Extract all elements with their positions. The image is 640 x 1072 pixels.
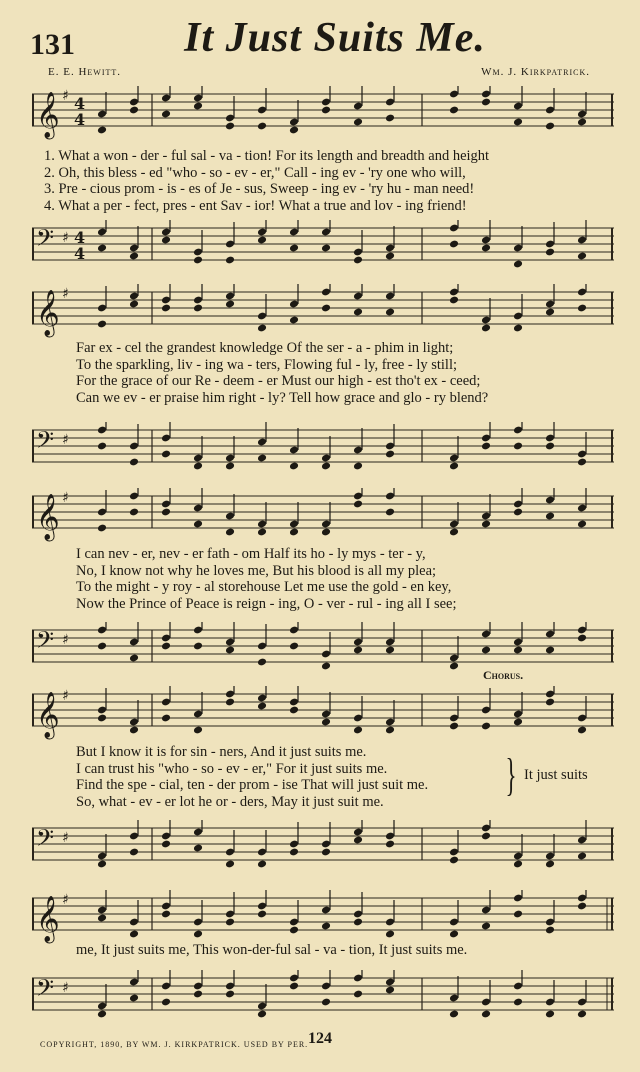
svg-text:𝄞: 𝄞 <box>36 896 60 942</box>
bass-staff <box>32 220 614 264</box>
svg-text:♯: ♯ <box>62 432 69 448</box>
lyric-line: Find the spe - cial, ten - der prom - ise That will just suit me. <box>76 777 429 793</box>
hymn-title: It Just Suits Me. <box>184 15 486 61</box>
svg-text:4: 4 <box>74 94 86 113</box>
lyrics-block <box>44 148 489 214</box>
chorus-side-text: It just suits <box>524 767 588 783</box>
lyric-line: I can nev - er, nev - er fath - om Half its ho - ly mys - ter - y, <box>76 546 426 562</box>
svg-text:♯: ♯ <box>62 688 69 704</box>
page-number: 124 <box>308 1030 332 1047</box>
hymn-number: 131 <box>30 28 75 61</box>
lyric-line: 2. Oh, this bless - ed "who - so - ev - er," Call - ing ev - 'ry one who will, <box>44 164 466 181</box>
bass-staff <box>32 970 614 1014</box>
words-author: E. E. Hewitt. <box>48 66 122 78</box>
svg-text:𝄢: 𝄢 <box>36 824 55 857</box>
treble-staff <box>32 686 614 738</box>
svg-text:𝄢: 𝄢 <box>36 974 55 1007</box>
bass-staff <box>32 622 614 666</box>
svg-text:♯: ♯ <box>62 230 69 246</box>
svg-text:♯: ♯ <box>62 632 69 648</box>
lyric-line: me, It just suits me, This won-der-ful sal - va - tion, It just suits me. <box>76 942 468 958</box>
svg-text:𝄞: 𝄞 <box>36 92 60 138</box>
svg-text:𝄞: 𝄞 <box>36 494 60 540</box>
lyric-line: Far ex - cel the grandest knowledge Of the ser - a - phim in light; <box>76 340 454 356</box>
lyric-line: Can we ev - er praise him right - ly? Tell how grace and glo - ry blend? <box>76 389 489 406</box>
svg-text:𝄢: 𝄢 <box>36 224 55 257</box>
lyric-line: Now the Prince of Peace is reign - ing, O - ver - rul - ing all I see; <box>76 595 457 612</box>
bass-staff <box>32 422 614 466</box>
svg-text:4: 4 <box>74 110 86 129</box>
treble-staff <box>32 284 614 336</box>
lyrics-brace: } <box>505 749 517 800</box>
lyrics-block <box>76 340 488 406</box>
svg-text:𝄢: 𝄢 <box>36 626 55 659</box>
lyric-line: 3. Pre - cious prom - is - es of Je - sus, Sweep - ing ev - 'ry hu - man need! <box>44 181 475 197</box>
treble-staff <box>32 890 614 942</box>
svg-text:♯: ♯ <box>62 980 69 996</box>
svg-text:𝄢: 𝄢 <box>36 426 55 459</box>
lyric-line: 4. What a per - fect, pres - ent Sav - ior! What a true and lov - ing friend! <box>44 197 467 214</box>
lyrics-block <box>76 744 428 810</box>
lyric-line: So, what - ev - er lot he or - ders, May it just suit me. <box>76 793 384 810</box>
svg-text:4: 4 <box>74 244 86 263</box>
treble-staff <box>32 488 614 540</box>
lyric-line: To the might - y roy - al storehouse Let me use the gold - en key, <box>76 579 452 595</box>
lyrics-block <box>76 546 457 612</box>
chorus-label: Chorus. <box>483 668 524 682</box>
lyrics-block <box>76 942 467 959</box>
lyric-line: To the sparkling, liv - ing wa - ters, Flowing ful - ly, free - ly still; <box>76 356 458 373</box>
svg-text:𝄞: 𝄞 <box>36 290 60 336</box>
music-author: Wm. J. Kirkpatrick. <box>481 66 590 78</box>
lyric-line: But I know it is for sin - ners, And it just suits me. <box>76 744 367 760</box>
svg-text:♯: ♯ <box>62 490 69 506</box>
bass-staff <box>32 820 614 864</box>
treble-staff <box>32 86 614 138</box>
lyric-line: I can trust his "who - so - ev - er," For it just suits me. <box>76 760 388 777</box>
svg-text:♯: ♯ <box>62 88 69 104</box>
svg-text:♯: ♯ <box>62 830 69 846</box>
svg-text:4: 4 <box>74 228 86 247</box>
svg-text:𝄞: 𝄞 <box>36 692 60 738</box>
svg-text:♯: ♯ <box>62 286 69 302</box>
lyric-line: No, I know not why he loves me, But his blood is all my plea; <box>76 562 437 579</box>
lyric-line: For the grace of our Re - deem - er Must our high - est tho't ex - ceed; <box>76 373 481 389</box>
copyright-notice: COPYRIGHT, 1890, BY WM. J. KIRKPATRICK. USED BY PER. <box>40 1040 309 1049</box>
svg-text:♯: ♯ <box>62 892 69 908</box>
lyric-line: 1. What a won - der - ful sal - va - tion! For its length and breadth and height <box>44 148 490 164</box>
